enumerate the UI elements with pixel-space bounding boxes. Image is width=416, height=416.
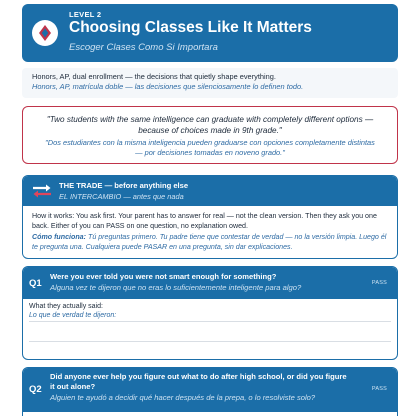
- quote-text-es: "Dos estudiantes con la misma inteligencia pueden graduarse con opciones completamente distintas — por decisiones tomadas en noveno grado.": [45, 138, 375, 157]
- question-card-1: [22, 266, 398, 360]
- answer-label-es: Lo que de verdad te dijeron:: [29, 312, 117, 319]
- page-header: [22, 4, 398, 62]
- answer-line: [29, 341, 391, 342]
- trade-body: [23, 206, 397, 257]
- question-card-2: [22, 367, 398, 416]
- trade-card: [22, 175, 398, 259]
- quote-text-en: "Two students with the same intelligence can graduate with completely different options — because of choices made in 9th grade.": [46, 115, 374, 135]
- trade-body-es-text: Tú preguntas primero. Tu padre tiene que contestar de verdad — no la versión limpia. Luego él te pregunta una. Cualquiera puede PASAR en una pregunta, sin dar explicaciones.: [32, 233, 387, 251]
- intro-text-es: Honors, AP, matrícula doble — las decisiones que silenciosamente lo definen todo.: [32, 82, 304, 91]
- question-text-en: Were you ever told you were not smart enough for something?: [50, 272, 277, 281]
- question-header-1: [23, 267, 397, 299]
- intro-box: [22, 68, 398, 98]
- pass-button[interactable]: PASS: [371, 280, 387, 286]
- trade-subtitle: EL INTERCAMBIO — antes que nada: [59, 192, 184, 201]
- trade-body-es-label: Cómo funciona:: [32, 233, 86, 241]
- level-label: LEVEL 2: [69, 10, 102, 19]
- question-text-es: Alguien te ayudó a decidir qué hacer después de la prepa, o lo resolviste solo?: [50, 393, 316, 402]
- swap-arrows-icon: [31, 183, 53, 199]
- trade-body-en: How it works: You ask first. Your parent has to answer for real — not the clean version. Then they ask you one back. Either of you can PASS on one question, no explanation owed.: [32, 212, 377, 230]
- answer-line: [29, 321, 391, 322]
- trade-title: THE TRADE — before anything else: [59, 181, 189, 190]
- question-text-en: Did anyone ever help you figure out what to do after high school, or did you figure it out alone?: [50, 372, 347, 391]
- intro-text-en: Honors, AP, dual enrollment — the decisions that quietly shape everything.: [32, 72, 276, 81]
- question-number: Q1: [29, 278, 42, 289]
- page-title: Choosing Classes Like It Matters: [69, 19, 312, 36]
- quote-box: [22, 106, 398, 164]
- trade-body-es: [32, 232, 388, 252]
- diamond-icon: [38, 24, 52, 42]
- answer-label-en: What they actually said:: [29, 303, 103, 310]
- question-text: [50, 372, 353, 403]
- page-subtitle: Escoger Clases Como Si Importara: [69, 42, 218, 53]
- question-number: Q2: [29, 384, 42, 395]
- answer-area-1[interactable]: [23, 299, 397, 323]
- pass-button[interactable]: PASS: [371, 386, 387, 392]
- question-text: [50, 272, 353, 293]
- question-header-2: [23, 368, 397, 412]
- question-text-es: Alguna vez te dijeron que no eras lo suficientemente inteligente para algo?: [50, 283, 302, 292]
- level-badge: [32, 20, 58, 46]
- trade-header: [23, 176, 397, 206]
